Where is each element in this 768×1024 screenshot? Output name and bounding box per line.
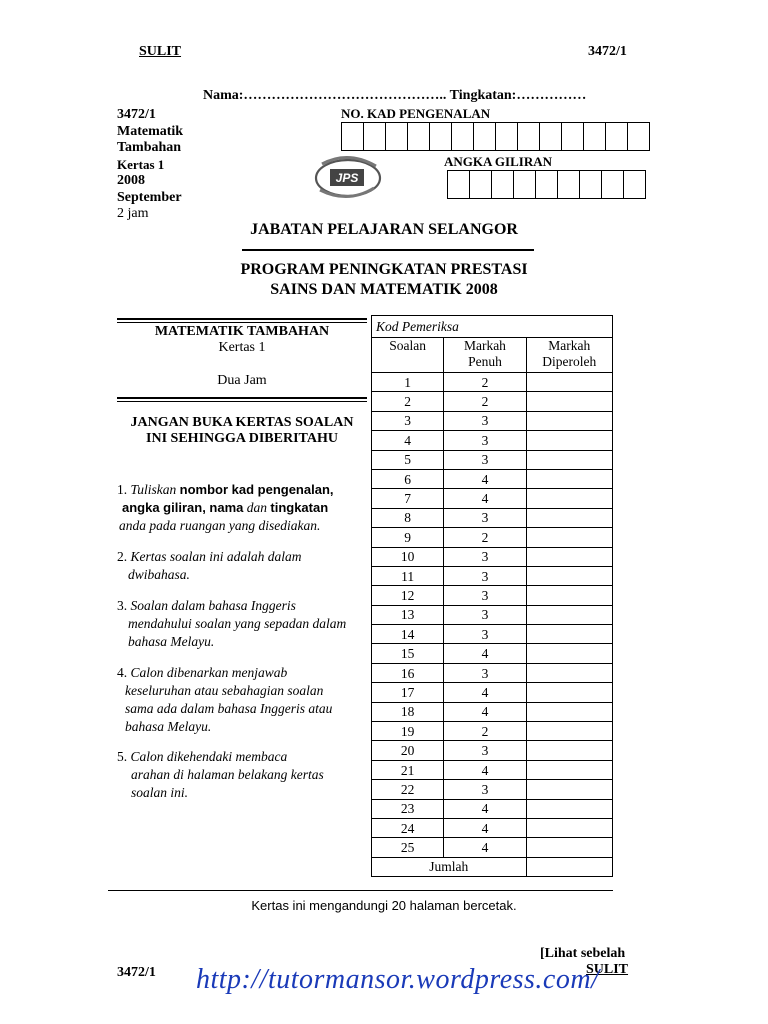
obtained-marks-cell[interactable] (526, 566, 612, 585)
table-row (372, 508, 613, 527)
full-marks: 2 (444, 722, 526, 741)
table-row (372, 373, 613, 392)
question-number: 8 (372, 508, 444, 527)
left-panel-heading (117, 324, 367, 356)
instruction-text: sama ada dalam bahasa Inggeris atau (125, 701, 333, 716)
footer-sulit: SULIT (586, 962, 629, 977)
obtained-marks-cell[interactable] (526, 450, 612, 469)
angka-giliran-box[interactable] (557, 170, 580, 199)
table-row (372, 489, 613, 508)
instruction-text: bahasa Melayu. (125, 719, 212, 734)
obtained-marks-cell[interactable] (526, 508, 612, 527)
full-marks: 3 (444, 780, 526, 799)
table-row (372, 392, 613, 411)
instruction-text: soalan ini. (131, 785, 189, 800)
paper-month: September (117, 189, 182, 205)
kod-pemeriksa: Kod Pemeriksa (372, 316, 613, 338)
table-row (372, 663, 613, 682)
full-marks: 3 (444, 547, 526, 566)
full-marks: 4 (444, 818, 526, 837)
paper-year: 2008 (117, 173, 145, 188)
question-number: 2 (372, 392, 444, 411)
instruction-text: dwibahasa. (128, 567, 190, 582)
full-marks: 3 (444, 741, 526, 760)
obtained-marks-cell[interactable] (526, 722, 612, 741)
header-sulit: SULIT (139, 44, 182, 59)
full-marks: 2 (444, 392, 526, 411)
total-diperoleh[interactable] (526, 857, 612, 876)
total-label: Jumlah (372, 857, 527, 876)
obtained-marks-cell[interactable] (526, 586, 612, 605)
id-card-box[interactable] (495, 122, 518, 151)
instruction-text: Tuliskan (130, 482, 177, 497)
angka-giliran-boxes[interactable] (447, 170, 645, 199)
id-card-box[interactable] (583, 122, 606, 151)
instruction-text: bahasa Melayu. (128, 634, 215, 649)
obtained-marks-cell[interactable] (526, 489, 612, 508)
full-marks: 3 (444, 625, 526, 644)
full-marks: 3 (444, 566, 526, 585)
obtained-marks-cell[interactable] (526, 431, 612, 450)
full-marks: 2 (444, 528, 526, 547)
left-panel-duration: Dua Jam (217, 373, 267, 388)
id-card-box[interactable] (451, 122, 474, 151)
instruction-text: Kertas soalan ini adalah dalam (130, 549, 302, 564)
id-card-box[interactable] (407, 122, 430, 151)
question-number: 24 (372, 818, 444, 837)
instruction-text: Soalan dalam bahasa Inggeris (130, 598, 296, 613)
obtained-marks-cell[interactable] (526, 818, 612, 837)
marks-table-total-row (372, 857, 613, 876)
angka-giliran-box[interactable] (535, 170, 558, 199)
footer-turn-over: [Lihat sebelah (540, 946, 626, 961)
full-marks: 3 (444, 586, 526, 605)
marks-table-kod-row (372, 316, 613, 338)
obtained-marks-cell[interactable] (526, 702, 612, 721)
jps-logo-icon (312, 152, 384, 202)
table-row (372, 625, 613, 644)
instruction-text: keseluruhan atau sebahagian soalan (125, 683, 324, 698)
full-marks: 3 (444, 605, 526, 624)
full-marks: 4 (444, 702, 526, 721)
paper-code: 3472/1 (117, 107, 156, 122)
table-row (372, 528, 613, 547)
left-panel-paper: Kertas 1 (218, 340, 266, 355)
instruction-3 (117, 597, 367, 651)
full-marks: 4 (444, 838, 526, 857)
question-number: 12 (372, 586, 444, 605)
left-panel-mid-rule-thin (117, 401, 367, 402)
obtained-marks-cell[interactable] (526, 469, 612, 488)
table-row (372, 741, 613, 760)
table-row (372, 683, 613, 702)
table-row (372, 818, 613, 837)
subject-line2: Tambahan (117, 140, 182, 155)
angka-giliran-label: ANGKA GILIRAN (444, 154, 552, 169)
logo-text: JPS (335, 171, 359, 185)
table-row (372, 780, 613, 799)
full-marks: 3 (444, 663, 526, 682)
question-number: 4 (372, 431, 444, 450)
table-row (372, 760, 613, 779)
program-title (0, 260, 768, 300)
angka-giliran-box[interactable] (513, 170, 536, 199)
warning-line2: INI SEHINGGA DIBERITAHU (146, 431, 338, 446)
obtained-marks-cell[interactable] (526, 838, 612, 857)
obtained-marks-cell[interactable] (526, 799, 612, 818)
instruction-text: Calon dikehendaki membaca (130, 749, 288, 764)
question-number: 21 (372, 760, 444, 779)
table-row (372, 722, 613, 741)
footer-paper-code: 3472/1 (117, 965, 156, 980)
col-markah-diperoleh: Markah Diperoleh (526, 338, 612, 373)
id-card-box[interactable] (627, 122, 650, 151)
question-number: 1 (372, 373, 444, 392)
obtained-marks-cell[interactable] (526, 683, 612, 702)
instruction-text: arahan di halaman belakang kertas (131, 767, 324, 782)
table-row (372, 838, 613, 857)
id-card-box[interactable] (385, 122, 408, 151)
question-number: 16 (372, 663, 444, 682)
table-row (372, 547, 613, 566)
question-number: 22 (372, 780, 444, 799)
full-marks: 3 (444, 431, 526, 450)
question-number: 23 (372, 799, 444, 818)
table-row (372, 702, 613, 721)
id-card-box[interactable] (561, 122, 584, 151)
obtained-marks-cell[interactable] (526, 392, 612, 411)
paper-number: Kertas 1 (117, 156, 165, 172)
instruction-5 (117, 748, 367, 802)
question-number: 19 (372, 722, 444, 741)
question-number: 13 (372, 605, 444, 624)
marks-table-header (372, 338, 613, 373)
department-title: JABATAN PELAJARAN SELANGOR (250, 221, 518, 238)
table-row (372, 605, 613, 624)
full-marks: 3 (444, 411, 526, 430)
instruction-4 (117, 664, 367, 736)
warning-line1: JANGAN BUKA KERTAS SOALAN (130, 415, 354, 430)
question-number: 17 (372, 683, 444, 702)
id-card-box[interactable] (539, 122, 562, 151)
obtained-marks-cell[interactable] (526, 780, 612, 799)
obtained-marks-cell[interactable] (526, 663, 612, 682)
left-panel-mid-rule (117, 397, 367, 399)
id-card-box[interactable] (517, 122, 540, 151)
table-row (372, 450, 613, 469)
col-markah-penuh: Markah Penuh (444, 338, 526, 373)
obtained-marks-cell[interactable] (526, 741, 612, 760)
question-number: 25 (372, 838, 444, 857)
question-number: 3 (372, 411, 444, 430)
question-number: 9 (372, 528, 444, 547)
angka-giliran-box[interactable] (447, 170, 470, 199)
full-marks: 4 (444, 799, 526, 818)
angka-giliran-box[interactable] (491, 170, 514, 199)
obtained-marks-cell[interactable] (526, 760, 612, 779)
id-card-label: NO. KAD PENGENALAN (341, 106, 491, 121)
id-card-box[interactable] (363, 122, 386, 151)
program-line2: SAINS DAN MATEMATIK 2008 (270, 281, 498, 298)
full-marks: 4 (444, 469, 526, 488)
full-marks: 3 (444, 450, 526, 469)
instruction-text: Calon dibenarkan menjawab (130, 665, 288, 680)
table-row (372, 469, 613, 488)
full-marks: 4 (444, 644, 526, 663)
table-row (372, 431, 613, 450)
instruction-number: 4. (117, 665, 128, 680)
left-panel-top-rule-thin (117, 322, 367, 323)
pages-note: Kertas ini mengandungi 20 halaman bercetak. (251, 898, 517, 913)
instruction-bold: angka giliran, nama (122, 500, 244, 515)
table-row (372, 586, 613, 605)
program-line1: PROGRAM PENINGKATAN PRESTASI (240, 261, 528, 278)
instruction-1 (117, 481, 367, 535)
question-number: 7 (372, 489, 444, 508)
full-marks: 4 (444, 489, 526, 508)
id-card-box[interactable] (473, 122, 496, 151)
obtained-marks-cell[interactable] (526, 644, 612, 663)
instruction-bold: nombor kad pengenalan, (179, 482, 334, 497)
angka-giliran-box[interactable] (469, 170, 492, 199)
question-number: 15 (372, 644, 444, 663)
table-row (372, 644, 613, 663)
instruction-number: 5. (117, 749, 128, 764)
full-marks: 4 (444, 683, 526, 702)
footer-url-link[interactable]: http://tutormansor.wordpress.com/ (196, 964, 600, 995)
table-row (372, 411, 613, 430)
full-marks: 3 (444, 508, 526, 527)
question-number: 14 (372, 625, 444, 644)
id-card-box[interactable] (341, 122, 364, 151)
instruction-2 (117, 548, 367, 584)
marks-table-body (372, 373, 613, 858)
obtained-marks-cell[interactable] (526, 547, 612, 566)
paper-duration: 2 jam (117, 206, 149, 221)
obtained-marks-cell[interactable] (526, 373, 612, 392)
obtained-marks-cell[interactable] (526, 411, 612, 430)
jps-logo (312, 152, 384, 202)
table-row (372, 799, 613, 818)
bottom-divider (108, 890, 613, 891)
obtained-marks-cell[interactable] (526, 605, 612, 624)
instruction-number: 1. (117, 482, 128, 497)
col-soalan: Soalan (372, 338, 444, 373)
instruction-text: anda pada ruangan yang disediakan. (119, 518, 321, 533)
obtained-marks-cell[interactable] (526, 528, 612, 547)
title-divider (242, 249, 534, 251)
instruction-bold: tingkatan (270, 500, 329, 515)
question-number: 5 (372, 450, 444, 469)
angka-giliran-box[interactable] (623, 170, 646, 199)
question-number: 10 (372, 547, 444, 566)
full-marks: 4 (444, 760, 526, 779)
angka-giliran-box[interactable] (579, 170, 602, 199)
obtained-marks-cell[interactable] (526, 625, 612, 644)
name-line: Nama:…………………………………….. Tingkatan:…………… (203, 88, 587, 103)
id-card-box[interactable] (429, 122, 452, 151)
left-panel-top-rule (117, 318, 367, 320)
full-marks: 2 (444, 373, 526, 392)
instruction-number: 3. (117, 598, 128, 613)
left-panel-warning (117, 415, 367, 447)
paper-info (117, 107, 183, 223)
id-card-boxes[interactable] (341, 122, 649, 151)
instruction-text: dan (246, 500, 267, 515)
question-number: 6 (372, 469, 444, 488)
left-panel-subject: MATEMATIK TAMBAHAN (154, 324, 330, 339)
instruction-number: 2. (117, 549, 128, 564)
marks-table (371, 315, 613, 877)
question-number: 11 (372, 566, 444, 585)
instruction-text: mendahului soalan yang sepadan dalam (128, 616, 347, 631)
question-number: 18 (372, 702, 444, 721)
header-paper-code: 3472/1 (588, 44, 627, 59)
angka-giliran-box[interactable] (601, 170, 624, 199)
id-card-box[interactable] (605, 122, 628, 151)
table-row (372, 566, 613, 585)
subject-line1: Matematik (117, 123, 184, 139)
question-number: 20 (372, 741, 444, 760)
